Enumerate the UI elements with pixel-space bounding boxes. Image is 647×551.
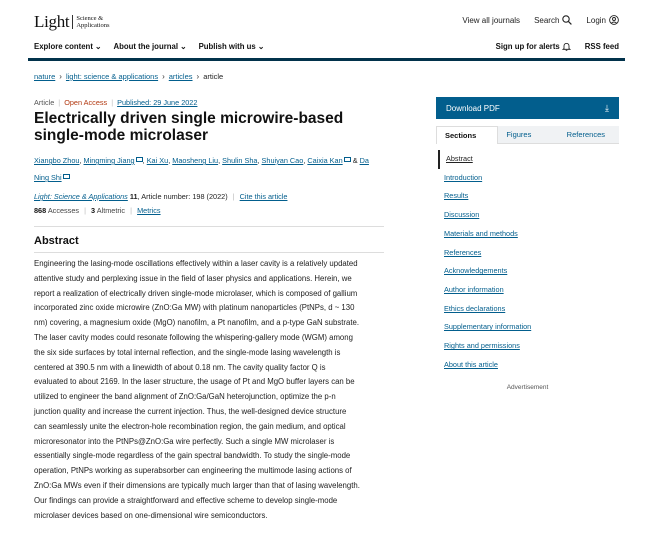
author-link[interactable]: Xiangbo Zhou xyxy=(34,156,80,165)
rss-feed-link[interactable] xyxy=(585,42,619,51)
article-number: , Article number: 198 (2022) xyxy=(137,192,228,201)
chevron-right-icon: › xyxy=(59,72,62,81)
abstract-line: centered at 390.5 nm with a linewidth of about 0.18 nm. The cavity quality factor Q is xyxy=(34,362,326,372)
chevron-right-icon: › xyxy=(162,72,165,81)
toc-item-about-article[interactable]: About this article xyxy=(444,359,498,369)
mail-icon[interactable] xyxy=(63,174,70,179)
tab-sections[interactable]: Sections xyxy=(436,126,498,144)
mail-icon[interactable] xyxy=(344,157,351,162)
logo-sub-line-1: Science & xyxy=(76,15,104,22)
chevron-right-icon: › xyxy=(196,72,200,81)
journal-name-link[interactable]: Light: Science & Applications xyxy=(34,192,128,201)
login-label: Login xyxy=(586,15,606,25)
abstract-line: junction quality and increase the current injection. Thus, the well-designed device structure xyxy=(34,406,347,416)
article-title: Electrically driven single microwire-based single-mode microlaser xyxy=(34,110,344,144)
chevron-down-icon: ⌄ xyxy=(257,42,265,51)
nav-about-journal[interactable] xyxy=(113,42,186,51)
nav-explore-content[interactable] xyxy=(34,42,101,51)
open-access-badge: Open Access xyxy=(64,98,108,107)
breadcrumb-articles[interactable]: articles xyxy=(168,72,193,81)
article-meta xyxy=(34,98,197,107)
accesses-label: Accesses xyxy=(47,206,80,215)
logo-main-text: Light xyxy=(34,12,70,31)
author-link[interactable]: Mingming Jiang xyxy=(83,156,135,165)
abstract-heading: Abstract xyxy=(34,235,79,247)
accesses-count: 868 xyxy=(34,206,47,215)
journal-volume: 11 xyxy=(129,192,138,201)
view-all-journals-link[interactable] xyxy=(462,16,520,25)
abstract-divider xyxy=(34,252,384,253)
toc-item-ethics[interactable]: Ethics declarations xyxy=(444,303,506,313)
author-link[interactable]: Shuiyan Cao xyxy=(261,156,304,165)
altmetric-count: 3 xyxy=(91,206,96,215)
nav-about-label: About the journal xyxy=(113,42,179,51)
altmetric-label: Altmetric xyxy=(96,206,126,215)
metrics-line xyxy=(34,206,161,215)
toc-item-results[interactable]: Results xyxy=(444,191,469,201)
meta-separator: | xyxy=(58,98,61,107)
logo-sub-text xyxy=(72,15,109,29)
alerts-label: Sign up for alerts xyxy=(495,42,560,51)
abstract-line: The laser cavity modes could resonate following the whispering-gallery mode (WGM) among xyxy=(34,332,353,342)
citation-line xyxy=(34,192,287,201)
search-icon xyxy=(562,15,572,25)
search-label: Search xyxy=(534,15,560,25)
sidebar-tabs xyxy=(436,126,619,144)
meta-separator: | xyxy=(130,206,133,215)
abstract-line: incorporated zinc oxide microwire (ZnO:Ga MW) with platinum nanoparticles (PtNPs, d ~ 130 xyxy=(34,303,355,313)
article-type: Article xyxy=(34,98,55,107)
download-pdf-button[interactable] xyxy=(436,97,619,119)
main-nav xyxy=(34,42,619,51)
metrics-link[interactable]: Metrics xyxy=(137,206,161,215)
author-link[interactable]: Da Ning Shi xyxy=(34,156,369,182)
abstract-line: Engineering the lasing-mode oscillations effectively within a laser cavity is a relatively updated xyxy=(34,259,358,268)
author-link[interactable]: Caixia Kan xyxy=(307,156,343,165)
mail-icon[interactable] xyxy=(136,157,143,162)
toc-item-rights[interactable]: Rights and permissions xyxy=(444,341,520,351)
user-icon xyxy=(609,15,619,25)
nav-divider-bar xyxy=(28,58,625,61)
sections-toc xyxy=(438,150,619,374)
rss-label: RSS feed xyxy=(584,42,619,51)
download-pdf-label: Download PDF xyxy=(446,103,500,113)
nav-publish-label: Publish with us xyxy=(198,42,256,51)
abstract-line: report a realization of electrically driven single-mode microlaser, which is composed of gallium xyxy=(34,288,358,298)
nav-explore-label: Explore content xyxy=(34,42,93,51)
meta-separator: | xyxy=(232,192,235,201)
breadcrumb xyxy=(34,72,223,81)
toc-item-materials-methods[interactable]: Materials and methods xyxy=(444,228,518,238)
author-list: Xiangbo Zhou, Mingming Jiang , Kai Xu, Maosheng Liu, Shulin Sha, Shuiyan Cao, Caixia Kan & Da Ning Shi xyxy=(34,156,369,182)
abstract-line: microlaser devices based on one-dimensional wire semiconductors. xyxy=(34,510,268,520)
chevron-down-icon: ⌄ xyxy=(94,42,102,51)
author-link[interactable]: Shulin Sha xyxy=(222,156,258,165)
section-divider xyxy=(34,226,384,227)
toc-item-introduction[interactable]: Introduction xyxy=(444,172,483,182)
abstract-body xyxy=(34,257,386,523)
abstract-line: can seamlessly unite the electron-hole recombination region, the gain medium, and optical xyxy=(34,421,346,431)
meta-separator: | xyxy=(84,206,86,215)
tab-references[interactable]: References xyxy=(559,126,619,144)
site-header xyxy=(0,0,647,60)
toc-item-references[interactable]: References xyxy=(444,247,482,257)
abstract-line: Our findings can provide a straightforward and effective scheme to develop single-mode xyxy=(34,495,338,505)
nav-publish-with-us[interactable] xyxy=(199,42,265,51)
abstract-line: essentially single-mode regardless of the gain spectral bandwidth. To study the single-mode xyxy=(34,451,351,461)
logo-sub-line-2: Applications xyxy=(76,22,110,29)
cite-this-article-link[interactable]: Cite this article xyxy=(239,192,288,201)
breadcrumb-journal[interactable]: light: science & applications xyxy=(65,72,159,81)
abstract-line: operation, PtNPs working as superabsorber can engineering the multimode lasing actions of xyxy=(34,466,352,476)
login-button[interactable] xyxy=(586,15,619,25)
toc-item-author-information[interactable]: Author information xyxy=(444,284,504,294)
author-link[interactable]: Kai Xu xyxy=(146,156,169,165)
toc-item-abstract[interactable]: Abstract xyxy=(438,150,619,169)
top-links xyxy=(462,15,619,25)
abstract-line: evaluated to about 2169. In the laser structure, the usage of Pt and MgO buffer layers can be xyxy=(34,377,355,387)
chevron-down-icon: ⌄ xyxy=(180,42,187,51)
download-icon: ⤓ xyxy=(605,102,609,113)
published-date-link[interactable]: Published: 29 June 2022 xyxy=(117,98,198,107)
meta-separator: | xyxy=(111,98,114,107)
toc-item-acknowledgements[interactable]: Acknowledgements xyxy=(444,266,508,276)
breadcrumb-nature[interactable]: nature xyxy=(34,72,56,81)
view-all-journals-label: View all journals xyxy=(462,15,521,25)
bell-icon xyxy=(562,42,571,51)
abstract-line: microresonator into the PtNPs@ZnO:Ga wire perfectly. Such a single MW microlaser is xyxy=(34,436,335,446)
journal-logo[interactable] xyxy=(34,12,110,32)
abstract-line: nm) covering, a magnesium oxide (MgO) nanofilm, a Pt nanofilm, and a p-type GaN substrate. xyxy=(34,318,360,328)
abstract-line: the six side surfaces by total internal reflection, and the single-mode lasing wavelength is xyxy=(34,347,341,357)
tab-figures[interactable]: Figures xyxy=(498,126,558,144)
toc-item-discussion[interactable]: Discussion xyxy=(444,210,480,220)
abstract-line: ZnO:Ga MWs even if their dimensions are typically much larger than that of lasing wavelength. xyxy=(34,480,360,490)
toc-item-supplementary[interactable]: Supplementary information xyxy=(444,322,532,332)
abstract-line: attentive study and perplexing issue in the field of laser physics and applications. Herein, we xyxy=(34,273,352,283)
breadcrumb-current: article xyxy=(203,72,224,81)
sign-up-alerts-link[interactable] xyxy=(496,42,571,51)
search-button[interactable] xyxy=(534,15,572,25)
author-link[interactable]: Maosheng Liu xyxy=(172,156,219,165)
advertisement-label: Advertisement xyxy=(506,384,549,391)
abstract-line: utilized to engineer the band alignment of ZnO:Ga/GaN heterojunction, optimize the p-n xyxy=(34,392,336,402)
